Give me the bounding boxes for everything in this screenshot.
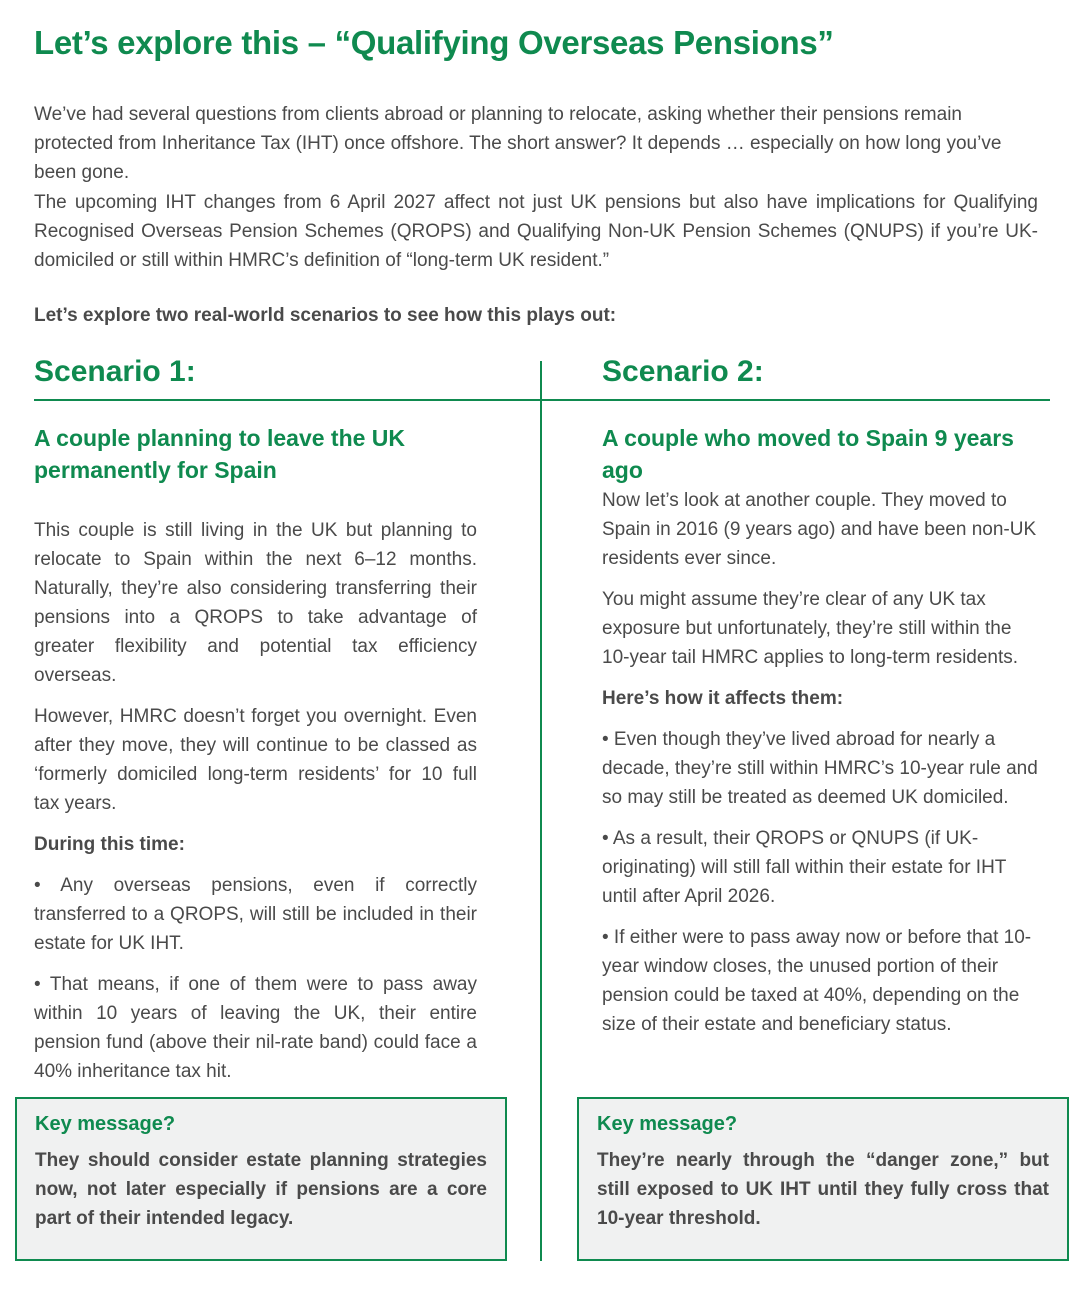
scenario1-subheading: A couple planning to leave the UK permanently for Spain (34, 425, 406, 483)
scenario2-heading: Scenario 2: (602, 355, 764, 388)
column-divider (540, 361, 542, 1261)
scenario2-key-heading: Key message? (597, 1113, 738, 1135)
scenario1-paragraph: However, HMRC doesn’t forget you overnight. Even after they move, they will continue to be classed as ‘formerly domiciled long-term residents’ for 10 full tax years. (34, 706, 477, 814)
scenario1-bullet: • That means, if one of them were to pass away within 10 years of leaving the UK, their entire pension fund (above their nil-rate band) could face a 40% inheritance tax hit. (34, 974, 477, 1082)
scenario2-bullet: • Even though they’ve lived abroad for nearly a decade, they’re still within HMRC’s 10-year rule and so may still be treated as deemed UK domiciled. (602, 729, 1038, 808)
scenario2-subheading: A couple who moved to Spain 9 years ago (602, 425, 1014, 483)
scenario1-key-heading: Key message? (35, 1113, 176, 1135)
section-rule (34, 399, 540, 401)
scenario2-bullet: • If either were to pass away now or before that 10-year window closes, the unused portion of their pension could be taxed at 40%, depending on the size of their estate and beneficiary status. (602, 927, 1032, 1035)
scenario2-paragraph: Now let’s look at another couple. They moved to Spain in 2016 (9 years ago) and have been non-UK residents ever since. (602, 490, 1037, 569)
intro-paragraph: We’ve had several questions from clients abroad or planning to relocate, asking whether their pensions remain protected from Inheritance Tax (IHT) once offshore. The short answer? It depends … especially on how long you’ve been gone. (34, 104, 1002, 183)
scenario2-bullet: • As a result, their QROPS or QNUPS (if UK-originating) will still fall within their estate for IHT until after April 2026. (602, 828, 1007, 907)
scenario2-paragraph: You might assume they’re clear of any UK tax exposure but unfortunately, they’re still within the 10-year tail HMRC applies to long-term residents. (602, 589, 1019, 668)
scenario2-affects-label: Here’s how it affects them: (602, 688, 844, 709)
section-rule (542, 399, 1050, 401)
scenario2-key-text: They’re nearly through the “danger zone,” but still exposed to UK IHT until they fully cross that 10-year threshold. (597, 1150, 1049, 1229)
scenario1-during-label: During this time: (34, 834, 185, 855)
scenario1-key-message-box (15, 1097, 507, 1261)
page-title: Let’s explore this – “Qualifying Overseas Pensions” (34, 24, 834, 61)
scenarios-lead: Let’s explore two real-world scenarios to see how this plays out: (34, 305, 617, 326)
scenario1-key-text: They should consider estate planning strategies now, not later especially if pensions are a core part of their intended legacy. (35, 1150, 487, 1229)
scenario2-body (602, 486, 1044, 1051)
scenario1-body (34, 516, 477, 1098)
scenario1-bullet: • Any overseas pensions, even if correctly transferred to a QROPS, will still be included in their estate for UK IHT. (34, 875, 477, 954)
scenario2-key-message-box (577, 1097, 1069, 1261)
scenario1-heading: Scenario 1: (34, 355, 196, 388)
intro-paragraph: The upcoming IHT changes from 6 April 2027 affect not just UK pensions but also have implications for Qualifying Recognised Overseas Pension Schemes (QROPS) and Qualifying Non-UK Pension Schemes (QNUPS) if you’re UK-domiciled or still within HMRC’s definition of “long-term UK resident.” (34, 192, 1038, 271)
scenario1-paragraph: This couple is still living in the UK but planning to relocate to Spain within the next 6–12 months. Naturally, they’re also considering transferring their pensions into a QROPS to take advantage of greater flexibility and potential tax efficiency overseas. (34, 520, 477, 686)
